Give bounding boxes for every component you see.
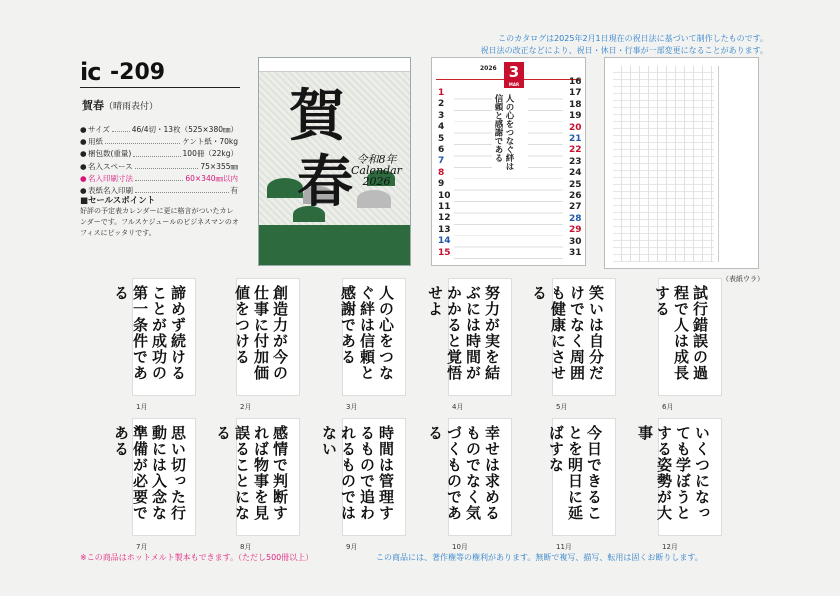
month-label: 5月	[556, 403, 568, 411]
month-card-7	[112, 418, 196, 536]
month-quote: 今日できることを明日に延ばすな	[547, 425, 603, 521]
calendar-days-left: 1 2 3 4 5 6 7 8 9 10 11 12 13 14 15	[438, 88, 451, 258]
product-title: 賀春	[82, 99, 104, 112]
month-quote: 時間は管理するもので追われるものではない	[320, 425, 395, 521]
cover-era: 令和8年	[356, 153, 397, 166]
cover-green-band	[259, 225, 410, 265]
calendar-year: 2026	[480, 65, 497, 72]
product-name	[82, 97, 158, 113]
month-label: 10月	[452, 543, 468, 551]
footer-note-hotmelt: ※この商品はホットメルト製本もできます。（ただし500冊以上）	[80, 553, 314, 562]
month-quote: 幸せは求めるものでなく気づくものである	[426, 425, 501, 521]
month-label: 4月	[452, 403, 464, 411]
month-card-11	[547, 418, 616, 536]
month-quote: いくつになっても学ぼうとする姿勢が大事	[636, 425, 711, 521]
footer-copyright-note: この商品には、著作権等の権利があります。無断で複写、描写、転用は固くお断りします。	[376, 553, 703, 562]
month-card-10	[426, 418, 512, 536]
month-label: 6月	[662, 403, 674, 411]
calendar-month-en: MAR	[508, 82, 520, 87]
month-card-5	[530, 278, 616, 396]
month-label: 3月	[346, 403, 358, 411]
back-cover-image	[604, 57, 759, 269]
month-card-6	[653, 278, 722, 396]
calendar-poem: 人の心をつなぐ絆は信頼と感謝である	[493, 94, 514, 171]
month-quote: 諦めず続けることが成功の第一条件である	[112, 285, 187, 381]
month-label: 1月	[136, 403, 148, 411]
month-quote: 努力が実を結ぶには時間がかかると覚悟せよ	[426, 285, 501, 381]
calendar-month: 3	[508, 63, 520, 81]
month-label: 7月	[136, 543, 148, 551]
cover-year: 2026	[362, 175, 391, 188]
product-header	[80, 58, 240, 88]
calendar-days-right: 16 17 18 19 20 21 22 23 24 25 26 27 28 29 30 31	[569, 77, 582, 259]
sales-point-text: 好評の予定表カレンダーに更に格言がついたカレンダーです。フルスケジュールのビジネスマンのオフィスにピッタリです。	[80, 207, 239, 237]
month-quote: 創造力が今の仕事に付加価値をつける	[233, 285, 289, 381]
spec-row: ● 名入スペース 75×355㎜	[80, 161, 238, 171]
cover-kanji-shun: 春	[297, 149, 353, 215]
month-label: 9月	[346, 543, 358, 551]
calendar-month-badge	[504, 62, 524, 88]
cover-image	[258, 57, 411, 266]
cover-calendar-title	[351, 154, 402, 187]
month-quote: 人の心をつなぐ絆は信頼と感謝である	[339, 285, 395, 381]
back-cover-side-panel	[718, 66, 752, 262]
spec-row: ● サイズ 46/4切・13枚（525×380㎜）	[80, 125, 238, 134]
brand-logo: ic	[80, 58, 101, 86]
notice-line-2: 祝日法の改正などにより、祝日・休日・行事が一部変更になることがあります。	[480, 46, 768, 55]
month-label: 12月	[662, 543, 678, 551]
product-subtitle: （晴雨表付）	[104, 102, 159, 112]
month-label: 2月	[240, 403, 252, 411]
spec-row: ● 表紙名入印刷 有	[80, 186, 238, 196]
sales-point-title: ■セールスポイント	[80, 196, 156, 206]
month-label: 8月	[240, 543, 252, 551]
calendar-poem-area	[492, 92, 528, 178]
fan-decoration	[357, 190, 391, 208]
spec-row: ● 用紙 ケント紙・70kg	[80, 137, 238, 147]
month-quote: 思い切った行動には入念な準備が必要である	[112, 425, 187, 521]
notice-line-1: このカタログは2025年2月1日現在の祝日法に基づいて制作したものです。	[498, 34, 768, 43]
product-code: -209	[110, 60, 166, 85]
back-cover-caption: （表紙ウラ）	[722, 275, 764, 283]
calendar-page-image	[431, 57, 586, 266]
cover-top-strip	[259, 58, 410, 72]
month-quote: 笑いは自分だけでなく周囲も健康にさせる	[530, 285, 605, 381]
back-cover-grid	[613, 66, 714, 262]
month-label: 11月	[556, 543, 572, 551]
month-card-9	[320, 418, 406, 536]
month-card-4	[426, 278, 512, 396]
month-card-3	[339, 278, 406, 396]
spec-list	[80, 124, 238, 197]
month-quote: 試行錯誤の過程で人は成長する	[653, 285, 709, 381]
month-card-2	[233, 278, 300, 396]
month-card-8	[214, 418, 300, 536]
spec-row: ● 梱包数(重量) 100冊（22kg）	[80, 149, 238, 159]
spec-row-highlight: ● 名入印刷寸法 60×340㎜以内	[80, 173, 238, 183]
month-card-12	[636, 418, 722, 536]
cover-kanji-ga: 賀	[289, 83, 345, 149]
month-card-1	[112, 278, 196, 396]
cover-calendar-word: Calendar	[351, 164, 402, 177]
month-quote: 感情で判断すれば物事を見誤ることになる	[214, 425, 289, 521]
